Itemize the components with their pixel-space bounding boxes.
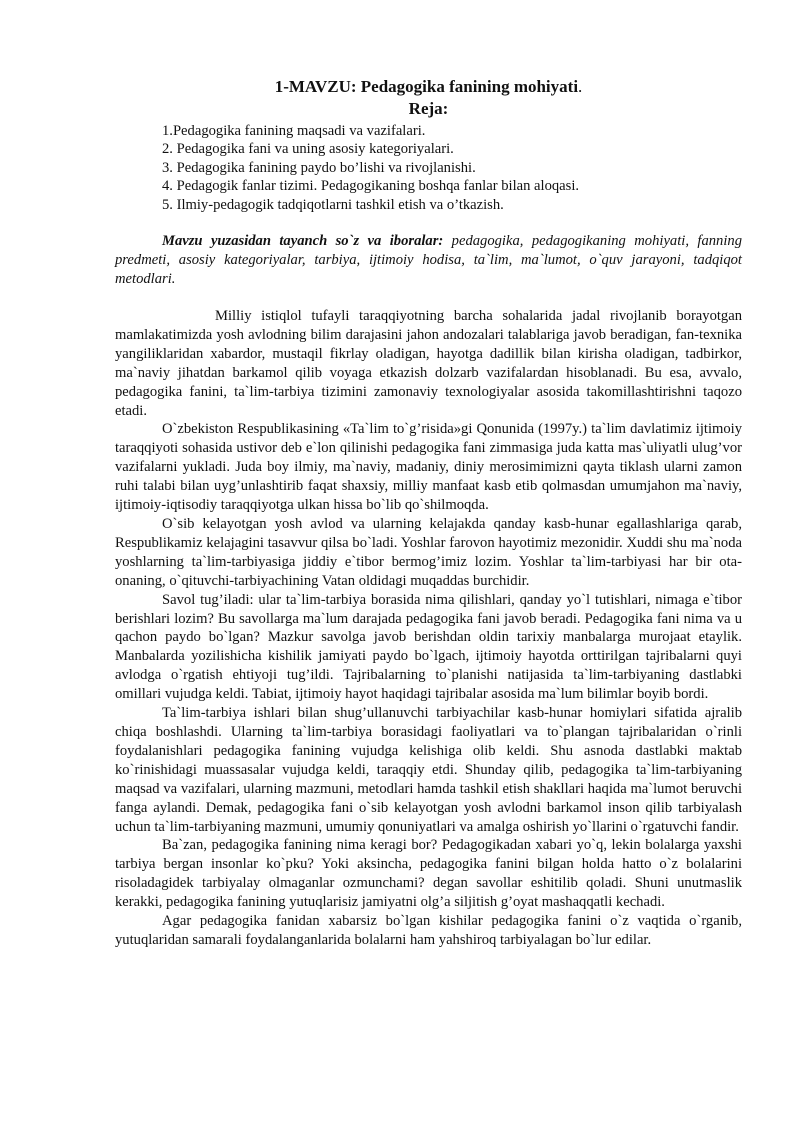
body-paragraph: Savol tug’iladi: ular ta`lim-tarbiya borasida nima qilishlari, qanday yo`l tutishlari, nimaga e`tibor berishlari lozim? Bu savollarga ma`lum darajada pedagogika fani javob beradi. Pedagogika fani nima va u qachon paydo bo`lgan? Mazkur savolga javob berishdan oldin tarixiy manbalarga murojaat etaylik. Manbalarda yozilishicha kishilik jamiyati paydo bo`lgach, ijtimoiy hayotda orttirilgan tajribalarni quyi avlodga o`rgatish ehtiyoji tug’ildi. Tajribalarning to`planishi natijasida ta`lim-tarbiyaning dastlabki omillari vujudga keldi. Tabiat, ijtimoiy hayot haqidagi tajribalar asosida ma`lum bilimlar boyib bordi. — [115, 591, 742, 703]
plan-list — [115, 122, 742, 214]
body-paragraph: O`sib kelayotgan yosh avlod va ularning kelajakda qanday kasb-hunar egallashlariga qarab, Respublikamiz kelajagini tasavvur qilsa bo`ladi. Yoshlar farovon hayotimiz mezonidir. Xuddi shu ma`noda yoshlarning ta`lim-tarbiyasiga jiddiy e`tibor bermog’imiz lozim. Yoshlar ta`lim-tarbiyasi har bir ota-onaning, o`qituvchi-tarbiyachining Vatan oldidagi muqaddas burchidir. — [115, 516, 742, 589]
page-title — [115, 76, 742, 98]
title-period: . — [578, 77, 583, 96]
body-paragraph: Ta`lim-tarbiya ishlari bilan shug’ullanuvchi tarbiyachilar kasb-hunar homiylari sifatida ajralib chiqa boshlashdi. Ularning ta`lim-tarbiya borasidagi faoliyatlari va to`plangan tajribalaridan o`rinli foydalanishlari pedagogika fanining vujudga kelishiga olib keldi. Shu asnoda dastlabki maktab ko`rinishidagi muassasalar vujudga keldi, taraqqiy etdi. Shunday qilib, pedagogika ta`lim-tarbiyaning maqsad va vazifalari, ularning mazmuni, metodlari hamda tashkil etish shakllari haqida ma`lumot beruvchi fanga aylandi. Demak, pedagogika fani o`sib kelayotgan yosh avlodni barkamol inson qilib tarbiyalash uchun ta`lim-tarbiyaning mazmuni, umumiy qonuniyatlari va amalga oshirish yo`llarini o`rgatuvchi fandir. — [115, 705, 742, 835]
body-paragraph: Milliy istiqlol tufayli taraqqiyotning barcha sohalarida jadal rivojlanib borayotgan mamlakatimizda yosh avlodning bilim darajasini jahon andozalari talablariga javob beradigan, fan-texnika yangiliklaridan xabardor, mustaqil fikrlay oladigan, hayotga dadillik bilan kirisha oladigan, tadbirkor, ma`naviy jihatdan barkamol qilib voyaga etkazish dolzarb vazifalardan hisoblanadi. Bu esa, avvalo, pedagogika fanini, ta`lim-tarbiya tizimini zamonaviy texnologiyalar asosida takomillashtirishni taqozo etadi. — [115, 308, 742, 419]
plan-item: 2. Pedagogika fani va uning asosiy kategoriyalari. — [162, 141, 454, 158]
body-paragraph: Ba`zan, pedagogika fanining nima keragi bor? Pedagogikadan xabari yo`q, lekin bolalarga yaxshi tarbiya bergan insonlar ko`pku? Yoki aksincha, pedagogika fanini bilgan holda hatto o`z bolalarini risoladagidek tarbiyalay olmaganlar ozmunchami? degan savollar eshitilib qoladi. Shuni unutmaslik kerakki, pedagogika fanining yutuqlarisiz jamiyatni olg’a siljitish g’oyat mashaqqatli kechadi. — [115, 837, 742, 911]
keywords-label: Mavzu yuzasidan tayanch so`z va iboralar: — [162, 233, 444, 250]
keywords-paragraph — [115, 232, 742, 289]
plan-item: 4. Pedagogik fanlar tizimi. Pedagogikaning boshqa fanlar bilan aloqasi. — [162, 178, 580, 195]
plan-item: 3. Pedagogika fanining paydo bo’lishi va rivojlanishi. — [162, 159, 476, 176]
body-paragraph: Agar pedagogika fanidan xabarsiz bo`lgan kishilar pedagogika fanini o`z vaqtida o`rganib, yutuqlaridan samarali foydalanganlarida bolalarni ham yahshiroq tarbiyalagan bo`lur edilar. — [115, 913, 742, 948]
body-paragraph: O`zbekiston Respublikasining «Ta`lim to`g’risida»gi Qonunida (1997y.) ta`lim davlatimiz ijtimoiy taraqqiyoti sohasida ustivor deb e`lon qilinishi pedagogika fani zimmasiga juda katta mas`uliyatli ulug’vor vazifalarni yukladi. Juda boy ilmiy, ma`naviy, madaniy, diniy merosimimizni qayta tiklash ularni zamon ruhi talabi bilan uyg’unlashtirib faqat shaxsiy, milliy manfaat kasb etib qolmasdan umumjahon ma`naviy, ijtimoiy-iqtisodiy taraqqiyotga ulkan hissa bo`lib qo`shilmoqda. — [115, 421, 742, 514]
plan-item: 1.Pedagogika fanining maqsadi va vazifalari. — [162, 123, 426, 139]
plan-heading: Reja: — [408, 99, 449, 118]
title-text: 1-MAVZU: Pedagogika fanining mohiyati — [274, 77, 579, 96]
plan-item: 5. Ilmiy-pedagogik tadqiqotlarni tashkil etish va o’tkazish. — [162, 196, 504, 213]
keywords-list: pedagogika, pedagogikaning mohiyati, fanning predmeti, asosiy kategoriyalar, tarbiya, ijtimoiy hodisa, ta`lim, ma`lumot, o`quv jarayoni, tadqiqot metodlari. — [115, 233, 742, 288]
